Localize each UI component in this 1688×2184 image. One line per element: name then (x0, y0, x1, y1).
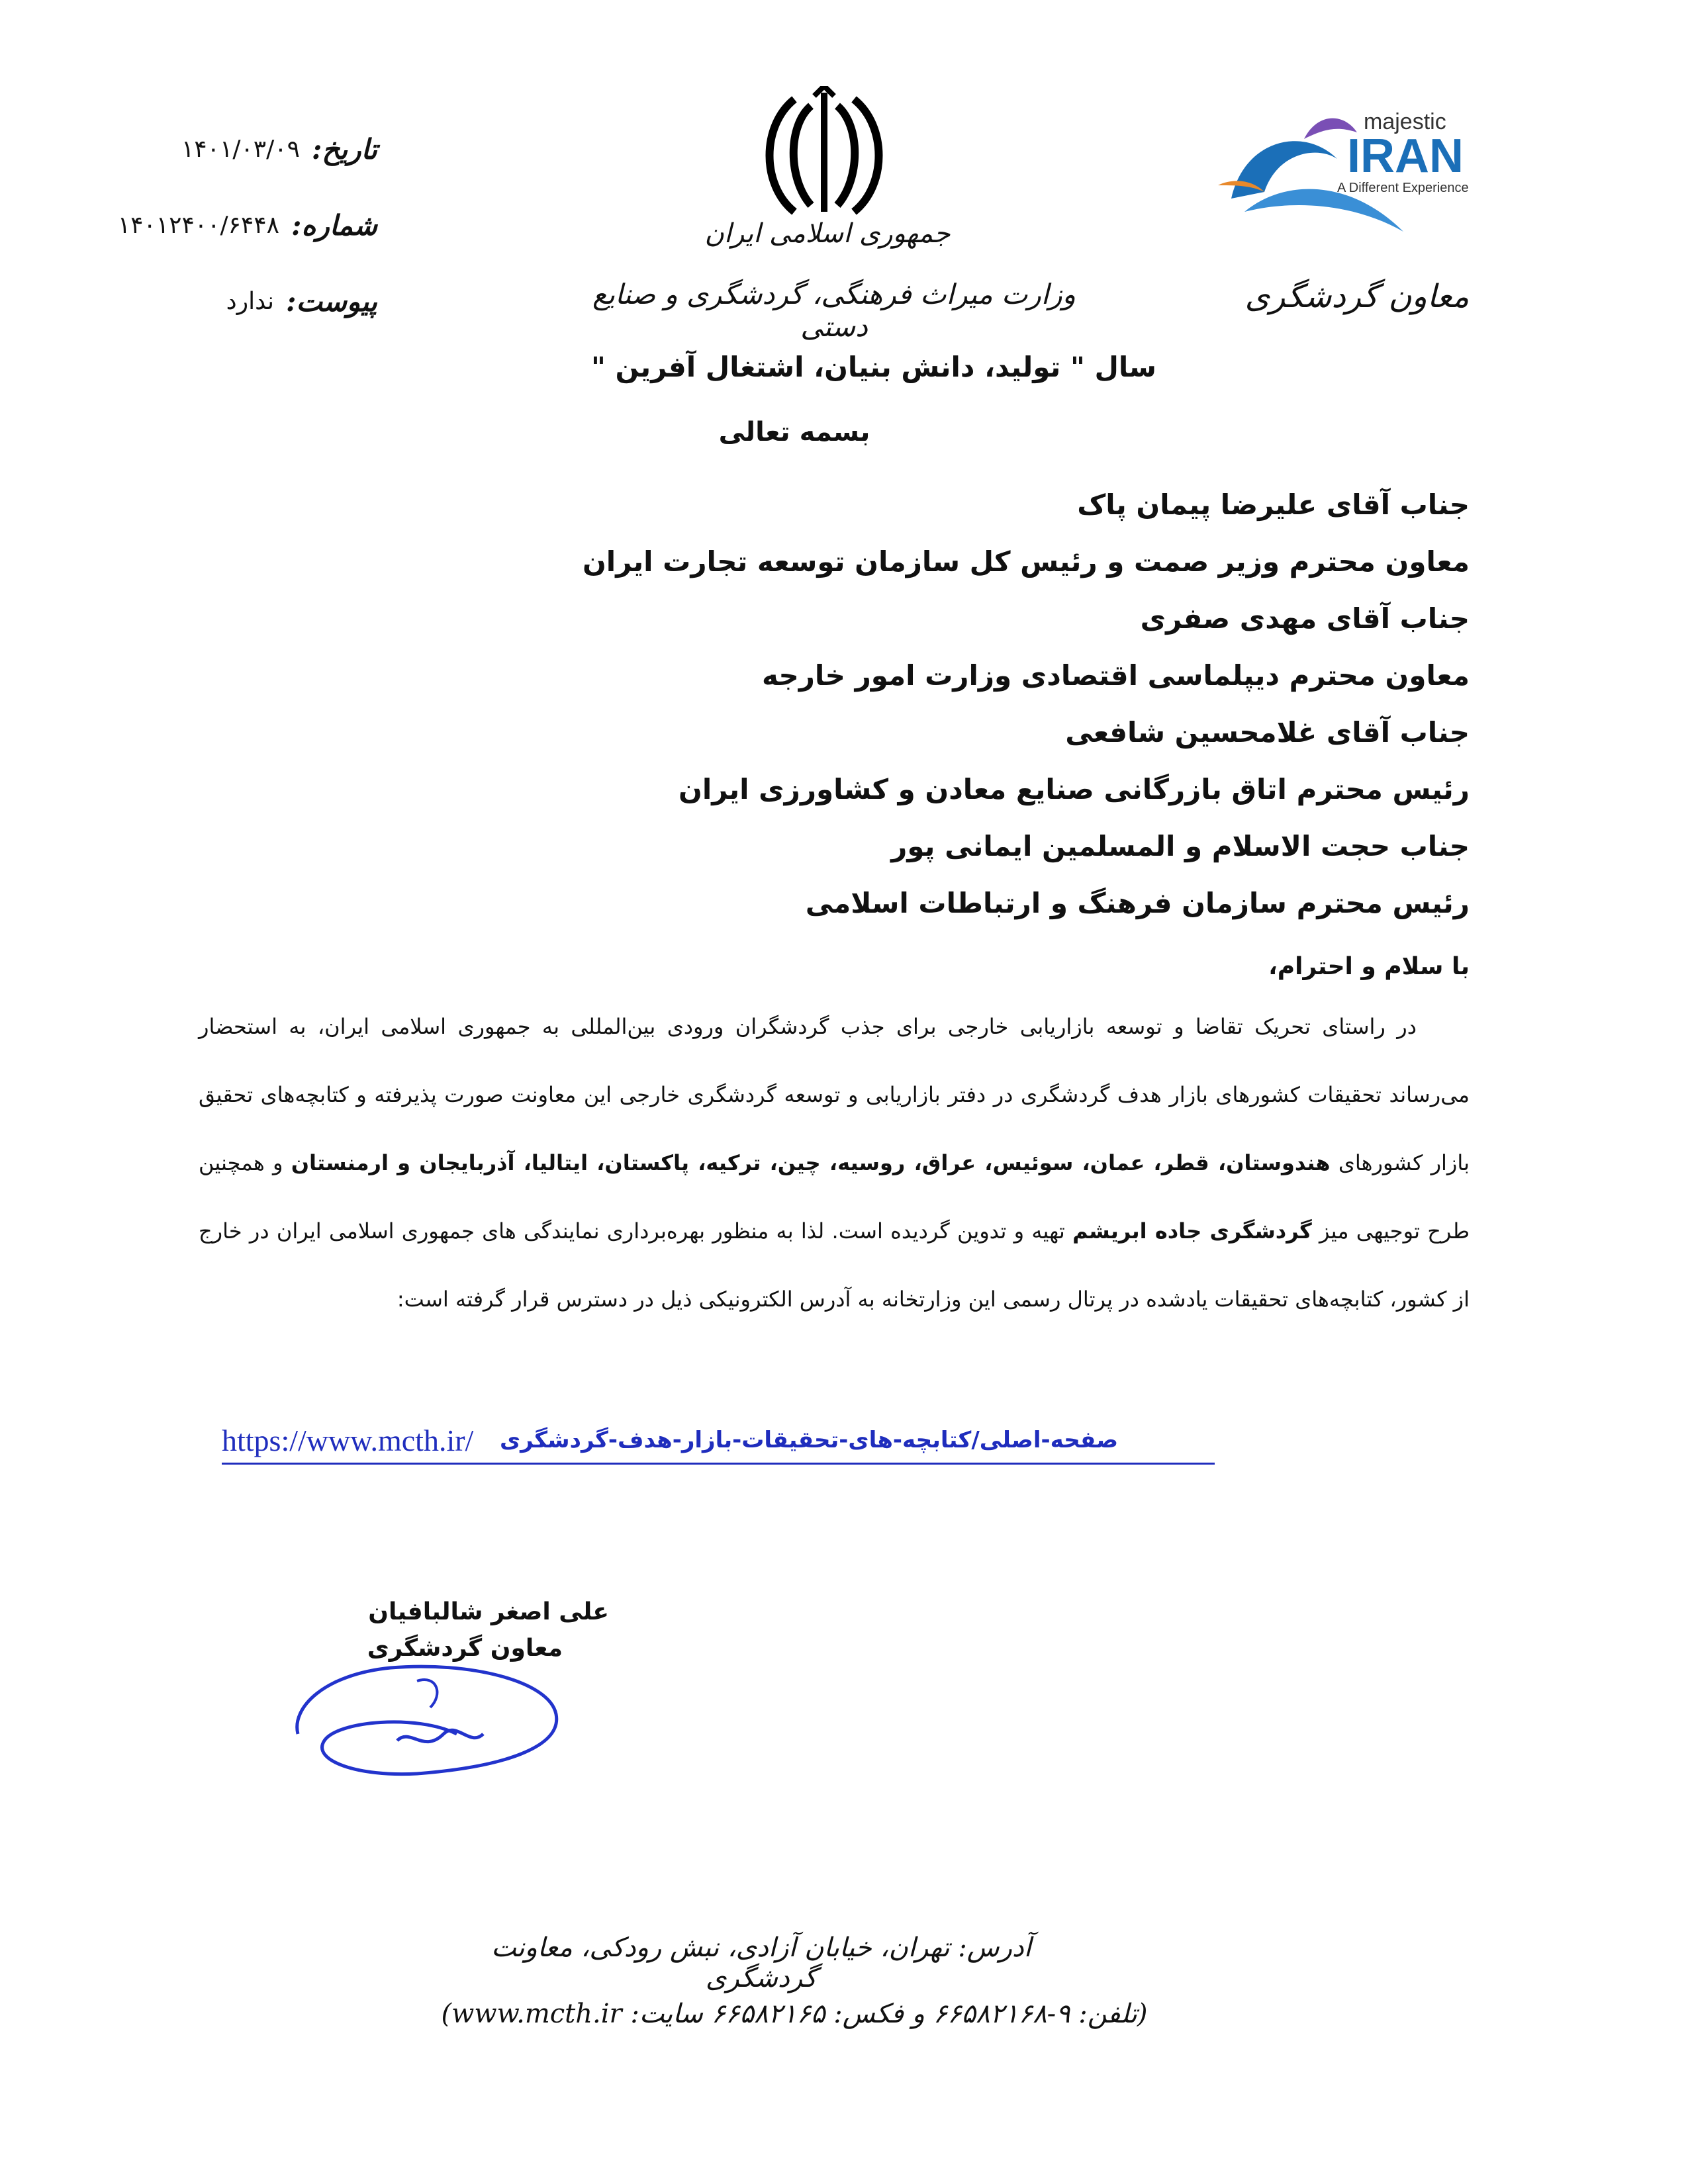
number-value: ۱۴۰۱۲۴۰۰/۶۴۴۸ (117, 211, 279, 239)
republic-caption: جمهوری اسلامی ایران (704, 218, 951, 249)
number-label: شماره: (291, 208, 377, 242)
body-text-part: تهیه و تدوین گردیده است. لذا به منظور بهره‌برداری نمایندگی های جمهوری اسلامی ایران در خارج از کشور، کتابچه‌های تحقیقات یادشده در پرتال رسمی این وزارتخانه به آدرس الکترونیکی ذیل در دسترس قرار گرفته است: (199, 1218, 1470, 1312)
recipient-line: رئیس محترم اتاق بازرگانی صنایع معادن و کشاورزی ایران (679, 773, 1470, 805)
body-paragraph (199, 993, 1470, 1334)
national-emblem (748, 86, 900, 218)
year-slogan: سال " تولید، دانش بنیان، اشتغال آفرین " (591, 351, 1156, 383)
footer-address: آدرس: تهران، خیابان آزادی، نبش رودکی، معاونت گردشگری (491, 1933, 1031, 1993)
signer-name: علی اصغر شالبافیان (368, 1598, 609, 1625)
number-row (99, 205, 377, 245)
recipients-list (278, 477, 1470, 932)
signature-icon (285, 1635, 569, 1787)
majestic-iran-logo (1205, 99, 1483, 251)
attachment-label: پیوست: (286, 285, 377, 318)
logo-iran-text: IRAN (1347, 130, 1464, 183)
greeting: با سلام و احترام، (1268, 953, 1470, 980)
link-url[interactable]: https://www.mcth.ir/ (222, 1424, 474, 1457)
in-his-name-heading: بسمه تعالی (718, 417, 870, 447)
body-countries: هندوستان، قطر، عمان، سوئیس، عراق، روسیه، چین، ترکیه، پاکستان، ایتالیا، آذربایجان و ارمنستان (291, 1150, 1331, 1175)
body-silk-road: گردشگری جاده ابریشم (1072, 1218, 1312, 1244)
footer-contact: (تلفن: ۹-۶۶۵۸۲۱۶۸ و فکس: ۶۶۵۸۲۱۶۵ سایت: www.mcth.ir) (441, 1999, 1148, 2029)
body-text-part: در راستای تحریک تقاضا و توسعه بازاریابی خارجی برای جذب گردشگران ورودی بین‌المللی به جمهوری اسلامی ایران، به استحضار می‌رساند تحقیقات کشورهای بازار هدف گردشگری در دفتر بازاریابی و توسعه گردشگری خارجی این معاونت صورت پذیرفته و کتابچه‌های تحقیق بازار کشورهای (199, 1014, 1470, 1175)
ministry-caption: وزارت میراث فرهنگی، گردشگری و صنایع دستی (592, 278, 1076, 343)
date-label: تاریخ: (311, 132, 377, 165)
recipient-line: معاون محترم وزیر صمت و رئیس کل سازمان توسعه تجارت ایران (582, 545, 1470, 578)
recipient-line: جناب آقای علیرضا پیمان پاک (1077, 488, 1470, 521)
date-row (99, 129, 377, 169)
recipient-line: جناب حجت الاسلام و المسلمین ایمانی پور (891, 830, 1470, 862)
portal-link[interactable] (222, 1423, 1215, 1465)
emblem-icon (748, 86, 900, 218)
logo-majestic-text: majestic (1364, 109, 1446, 134)
bird-logo-icon (1205, 99, 1483, 251)
body-text-part: و همچنین طرح توجیهی میز (199, 1150, 1470, 1244)
department-caption: معاون گردشگری (1244, 278, 1470, 315)
recipient-line: معاون محترم دیپلماسی اقتصادی وزارت امور خارجه (761, 659, 1470, 692)
attachment-value: ندارد (226, 287, 274, 315)
signer-title: معاون گردشگری (367, 1635, 563, 1662)
recipient-line: رئیس محترم سازمان فرهنگ و ارتباطات اسلامی (805, 887, 1470, 919)
link-path[interactable]: صفحه-اصلی/کتابچه-های-تحقیقات-بازار-هدف-گردشگری (500, 1427, 1119, 1453)
attachment-row (99, 281, 377, 321)
recipient-line: جناب آقای غلامحسین شافعی (1065, 716, 1470, 749)
recipient-line: جناب آقای مهدی صفری (1140, 602, 1470, 635)
handwritten-signature (285, 1635, 569, 1787)
date-value: ۱۴۰۱/۰۳/۰۹ (181, 135, 300, 163)
logo-tagline-text: A Different Experience (1337, 181, 1469, 195)
